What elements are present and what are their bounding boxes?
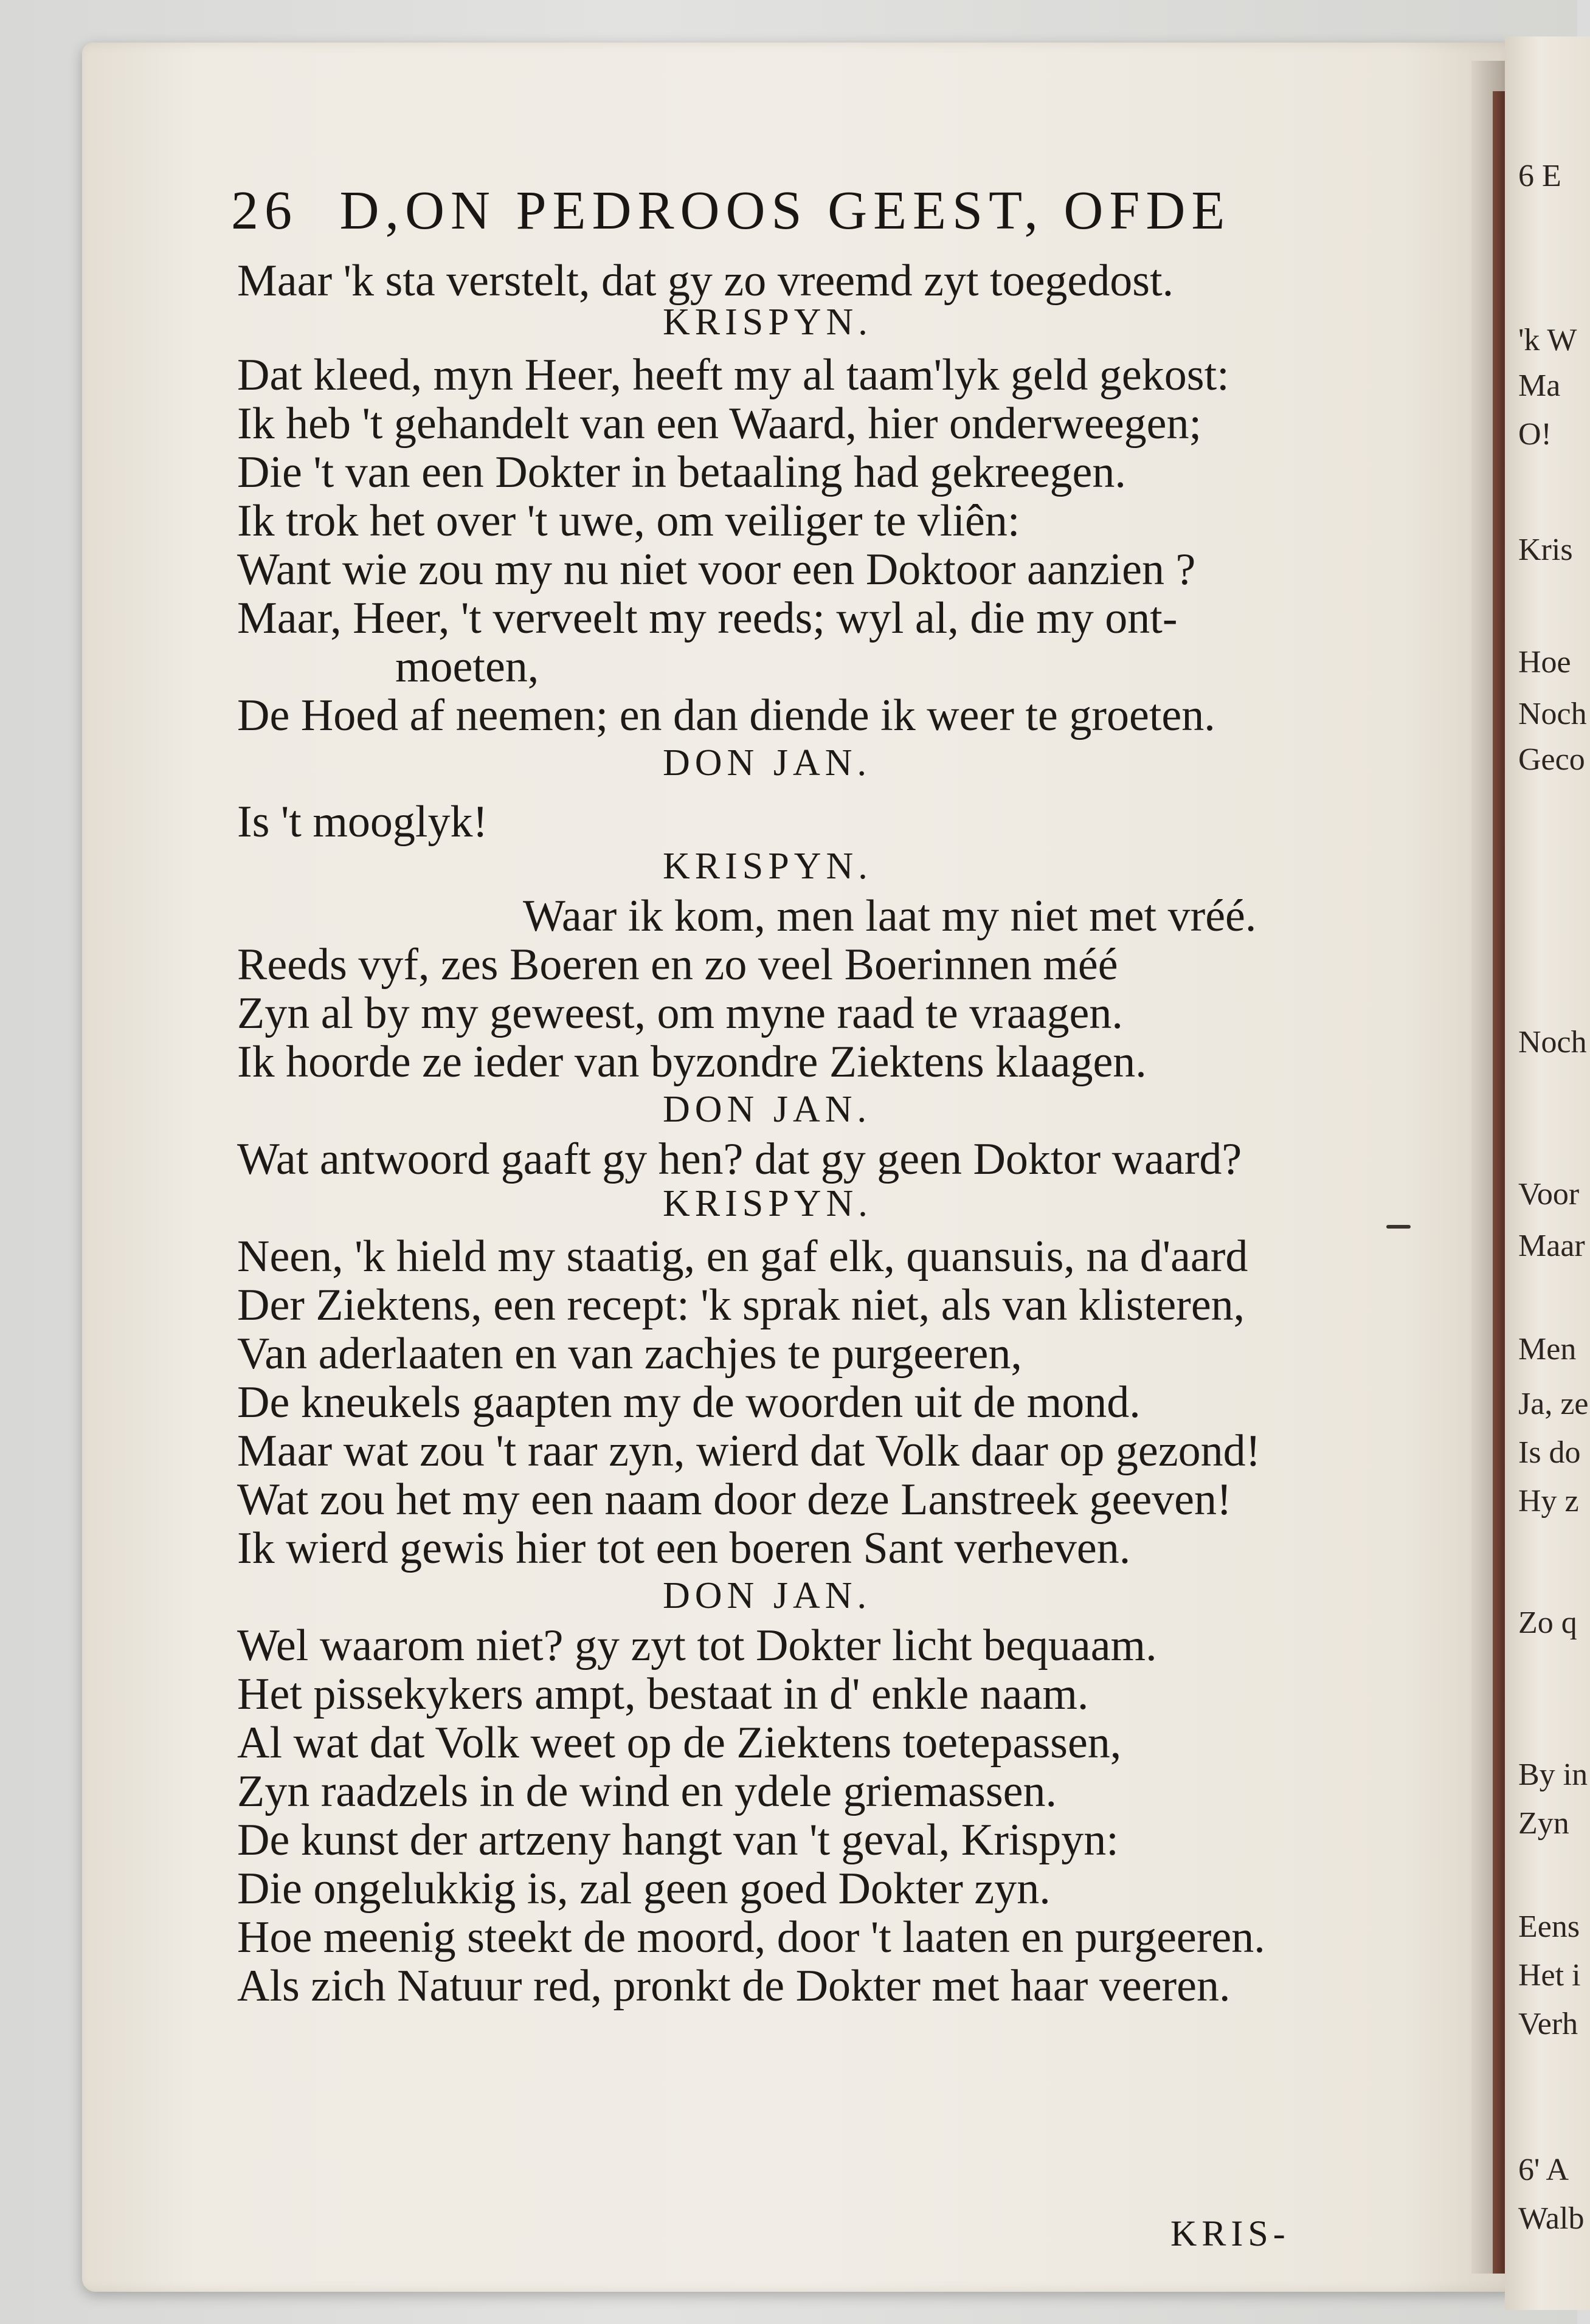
recto-fragment: O! <box>1518 417 1552 452</box>
catchword: KRIS- <box>1170 2213 1290 2253</box>
running-header <box>231 179 1386 246</box>
verse-line: Want wie zou my nu niet voor een Doktoor aanzien ? <box>237 545 1196 595</box>
recto-fragment: Ja, ze <box>1518 1387 1589 1421</box>
recto-fragment: Noch <box>1518 697 1587 731</box>
speaker-name: KRISPYN. <box>663 1183 873 1224</box>
verse-line: Dat kleed, myn Heer, heeft my al taam'lyk geld gekost: <box>237 350 1229 400</box>
verse-line: Is 't mooglyk! <box>237 797 488 847</box>
verse-line: Ik wierd gewis hier tot een boeren Sant verheven. <box>237 1523 1131 1573</box>
recto-fragment: Eens <box>1518 1909 1580 1944</box>
verse-line: Maar 'k sta verstelt, dat gy zo vreemd zyt toegedost. <box>237 256 1174 306</box>
recto-fragment: Zo q <box>1518 1605 1577 1640</box>
recto-fragment: Maar <box>1518 1229 1585 1263</box>
verse-line: Wat zou het my een naam door deze Lanstreek geeven! <box>237 1475 1232 1525</box>
recto-fragment: Voor <box>1518 1177 1580 1212</box>
recto-fragment: Geco <box>1518 742 1585 777</box>
verse-line: Wel waarom niet? gy zyt tot Dokter licht bequaam. <box>237 1621 1157 1671</box>
verse-line: Zyn al by my geweest, om myne raad te vraagen. <box>237 988 1123 1038</box>
verse-line: Waar ik kom, men laat my niet met vréé. <box>523 891 1257 941</box>
verse-line: Van aderlaaten en van zachjes te purgeeren, <box>237 1329 1022 1379</box>
recto-fragment: 6' A <box>1518 2153 1569 2187</box>
recto-fragment: Is do <box>1518 1435 1581 1470</box>
verse-line: Ik trok het over 't uwe, om veiliger te vliên: <box>237 496 1020 546</box>
book-page-recto <box>1505 36 1590 2310</box>
verse-line: Die 't van een Dokter in betaaling had gekreegen. <box>237 447 1126 497</box>
verse-line: De kneukels gaapten my de woorden uit de mond. <box>237 1378 1141 1427</box>
recto-fragment: By in <box>1518 1757 1588 1792</box>
verse-line: Zyn raadzels in de wind en ydele griemassen. <box>237 1767 1057 1816</box>
verse-line: Al wat dat Volk weet op de Ziektens toetepassen, <box>237 1718 1122 1768</box>
verse-line: Der Ziektens, een recept: 'k sprak niet, als van klisteren, <box>237 1280 1245 1330</box>
page-number: 26 <box>231 181 298 241</box>
verse-line: Maar, Heer, 't verveelt my reeds; wyl al, die my ont- <box>237 593 1178 643</box>
verse-line: Neen, 'k hield my staatig, en gaf elk, quansuis, na d'aard <box>237 1232 1248 1281</box>
recto-fragment: Walb <box>1518 2201 1585 2236</box>
verse-line: Reeds vyf, zes Boeren en zo veel Boerinnen méé <box>237 940 1118 990</box>
recto-fragment: Het i <box>1518 1958 1581 1993</box>
recto-fragment: Men <box>1518 1332 1577 1367</box>
speaker-name: DON JAN. <box>663 742 871 784</box>
recto-fragment: Zyn <box>1518 1806 1569 1841</box>
verse-line: moeten, <box>395 642 539 692</box>
verse-line: Maar wat zou 't raar zyn, wierd dat Volk daar op gezond! <box>237 1426 1261 1476</box>
recto-fragment: Hy z <box>1518 1484 1579 1519</box>
verse-line: Het pissekykers ampt, bestaat in d' enkle naam. <box>237 1669 1089 1719</box>
recto-fragment: Hoe <box>1518 645 1571 680</box>
speaker-name: DON JAN. <box>663 1575 871 1616</box>
speaker-name: KRISPYN. <box>663 846 873 887</box>
verse-line: Wat antwoord gaaft gy hen? dat gy geen Doktor waard? <box>237 1134 1242 1184</box>
verse-line: De Hoed af neemen; en dan diende ik weer te groeten. <box>237 691 1215 740</box>
verse-line: Als zich Natuur red, pronkt de Dokter met haar veeren. <box>237 1961 1231 2011</box>
recto-fragment: 6 E <box>1518 159 1561 193</box>
recto-fragment: Kris <box>1518 533 1573 567</box>
verse-line: Ik hoorde ze ieder van byzondre Ziektens klaagen. <box>237 1037 1147 1087</box>
speaker-name: DON JAN. <box>663 1089 871 1130</box>
speaker-name: KRISPYN. <box>663 302 873 343</box>
recto-fragment: Verh <box>1518 2007 1578 2041</box>
recto-fragment: 'k W <box>1518 323 1577 357</box>
ink-mark <box>1386 1225 1411 1229</box>
running-title: D,ON PEDROOS GEEST, OFDE <box>339 181 1231 241</box>
verse-line: Hoe meenig steekt de moord, door 't laaten en purgeeren. <box>237 1912 1265 1962</box>
verse-line: Die ongelukkig is, zal geen goed Dokter zyn. <box>237 1864 1051 1914</box>
recto-fragment: Ma <box>1518 368 1561 403</box>
verse-line: Ik heb 't gehandelt van een Waard, hier onderweegen; <box>237 399 1202 449</box>
recto-fragment: Noch <box>1518 1025 1587 1060</box>
verse-line: De kunst der artzeny hangt van 't geval, Krispyn: <box>237 1815 1119 1865</box>
